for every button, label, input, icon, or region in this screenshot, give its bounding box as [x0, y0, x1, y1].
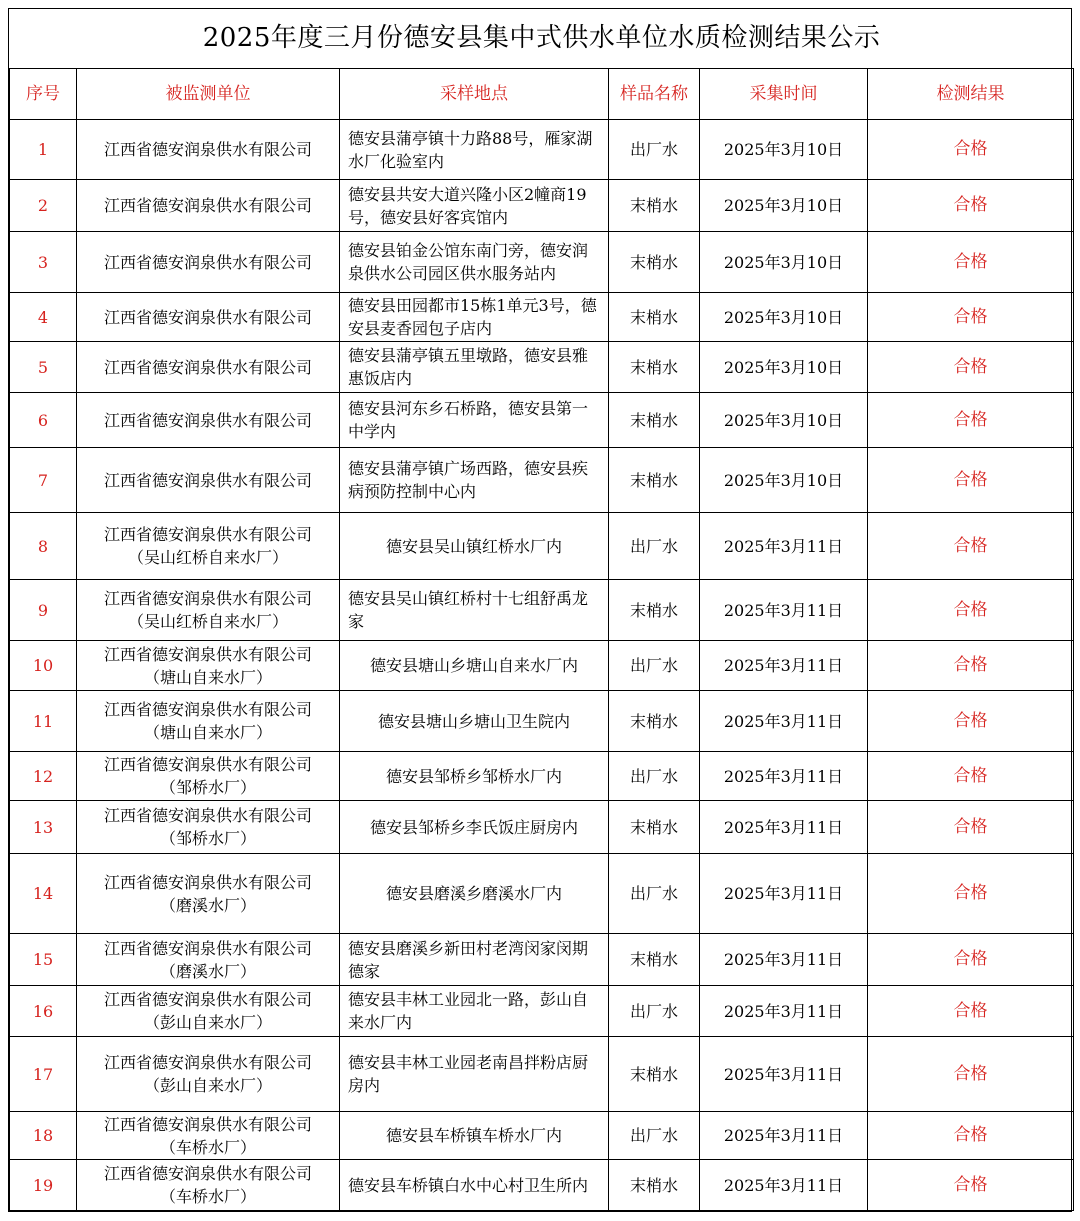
row-number: 14	[10, 854, 77, 934]
row-number: 10	[10, 641, 77, 691]
sampling-site: 德安县蒲亭镇十力路88号，雁家湖水厂化验室内	[340, 120, 609, 180]
unit-subname: （磨溪水厂）	[159, 961, 256, 981]
header-no: 序号	[10, 69, 77, 120]
sample-type: 出厂水	[609, 641, 700, 691]
test-result: 合格	[868, 580, 1074, 641]
sampling-site: 德安县共安大道兴隆小区2幢商19号，德安县好客宾馆内	[340, 180, 609, 232]
sampling-site: 德安县车桥镇白水中心村卫生所内	[340, 1160, 609, 1211]
table-row	[10, 934, 1074, 986]
sampling-site: 德安县蒲亭镇广场西路，德安县疾病预防控制中心内	[340, 448, 609, 513]
unit-name: 江西省德安润泉供水有限公司	[103, 196, 312, 215]
test-result: 合格	[868, 232, 1074, 293]
monitored-unit	[77, 641, 340, 691]
test-result: 合格	[868, 448, 1074, 513]
collection-date: 2025年3月10日	[700, 293, 868, 342]
monitored-unit	[77, 120, 340, 180]
sample-type: 末梢水	[609, 448, 700, 513]
table-row	[10, 641, 1074, 691]
sampling-site: 德安县蒲亭镇五里墩路，德安县雅惠饭店内	[340, 342, 609, 393]
unit-subname: （邹桥水厂）	[159, 778, 256, 797]
unit-subname: （邹桥水厂）	[159, 829, 256, 848]
table-row	[10, 120, 1074, 180]
sample-type: 末梢水	[609, 232, 700, 293]
monitored-unit	[77, 1037, 340, 1112]
sampling-site: 德安县邹桥乡邹桥水厂内	[340, 752, 609, 801]
row-number: 6	[10, 393, 77, 448]
test-result: 合格	[868, 180, 1074, 232]
table-row	[10, 752, 1074, 801]
row-number: 2	[10, 180, 77, 232]
table-row	[10, 801, 1074, 854]
unit-subname: （塘山自来水厂）	[143, 667, 272, 687]
row-number: 8	[10, 513, 77, 580]
unit-name: 江西省德安润泉供水有限公司	[103, 252, 312, 272]
monitored-unit	[77, 513, 340, 580]
header-sample: 样品名称	[609, 69, 700, 120]
collection-date: 2025年3月10日	[700, 232, 868, 293]
row-number: 5	[10, 342, 77, 393]
monitored-unit	[77, 854, 340, 934]
unit-subname: （彭山自来水厂）	[143, 1013, 272, 1032]
results-sheet	[8, 8, 1072, 1212]
collection-date: 2025年3月11日	[700, 1160, 868, 1211]
sample-type: 末梢水	[609, 342, 700, 393]
test-result: 合格	[868, 1112, 1074, 1160]
sampling-site: 德安县铂金公馆东南门旁，德安润泉供水公司园区供水服务站内	[340, 232, 609, 293]
sample-type: 末梢水	[609, 180, 700, 232]
row-number: 9	[10, 580, 77, 641]
test-result: 合格	[868, 120, 1074, 180]
collection-date: 2025年3月11日	[700, 986, 868, 1037]
row-number: 4	[10, 293, 77, 342]
unit-subname: （磨溪水厂）	[159, 895, 256, 915]
sampling-site: 德安县塘山乡塘山自来水厂内	[340, 641, 609, 691]
monitored-unit	[77, 580, 340, 641]
sampling-site: 德安县丰林工业园老南昌拌粉店厨房内	[340, 1037, 609, 1112]
table-body	[10, 120, 1074, 1211]
collection-date: 2025年3月11日	[700, 641, 868, 691]
sample-type: 末梢水	[609, 1037, 700, 1112]
unit-name: 江西省德安润泉供水有限公司	[103, 872, 312, 892]
table-row	[10, 1037, 1074, 1112]
unit-subname: （吴山红桥自来水厂）	[127, 548, 288, 567]
table-row	[10, 986, 1074, 1037]
monitored-unit	[77, 180, 340, 232]
test-result: 合格	[868, 1160, 1074, 1211]
monitored-unit	[77, 986, 340, 1037]
unit-name: 江西省德安润泉供水有限公司	[103, 1053, 312, 1072]
table-row	[10, 513, 1074, 580]
test-result: 合格	[868, 1037, 1074, 1112]
test-result: 合格	[868, 986, 1074, 1037]
row-number: 11	[10, 691, 77, 752]
test-result: 合格	[868, 854, 1074, 934]
test-result: 合格	[868, 342, 1074, 393]
row-number: 3	[10, 232, 77, 293]
table-row	[10, 1112, 1074, 1160]
collection-date: 2025年3月10日	[700, 180, 868, 232]
row-number: 18	[10, 1112, 77, 1160]
sampling-site: 德安县吴山镇红桥村十七组舒禹龙家	[340, 580, 609, 641]
monitored-unit	[77, 1160, 340, 1211]
header-result: 检测结果	[868, 69, 1074, 120]
sample-type: 末梢水	[609, 1160, 700, 1211]
unit-subname: （吴山红桥自来水厂）	[127, 612, 288, 631]
row-number: 19	[10, 1160, 77, 1211]
table-row	[10, 293, 1074, 342]
unit-subname: （彭山自来水厂）	[143, 1076, 272, 1095]
sample-type: 末梢水	[609, 393, 700, 448]
sample-type: 末梢水	[609, 580, 700, 641]
unit-name: 江西省德安润泉供水有限公司	[103, 410, 312, 430]
table-row	[10, 393, 1074, 448]
monitored-unit	[77, 293, 340, 342]
test-result: 合格	[868, 393, 1074, 448]
unit-name: 江西省德安润泉供水有限公司	[103, 307, 312, 327]
row-number: 16	[10, 986, 77, 1037]
table-row	[10, 342, 1074, 393]
collection-date: 2025年3月11日	[700, 752, 868, 801]
unit-name: 江西省德安润泉供水有限公司	[103, 938, 312, 958]
row-number: 15	[10, 934, 77, 986]
sample-type: 出厂水	[609, 854, 700, 934]
collection-date: 2025年3月11日	[700, 691, 868, 752]
sampling-site: 德安县吴山镇红桥水厂内	[340, 513, 609, 580]
monitored-unit	[77, 752, 340, 801]
test-result: 合格	[868, 801, 1074, 854]
sampling-site: 德安县河东乡石桥路，德安县第一中学内	[340, 393, 609, 448]
monitored-unit	[77, 691, 340, 752]
collection-date: 2025年3月11日	[700, 854, 868, 934]
unit-name: 江西省德安润泉供水有限公司	[103, 990, 312, 1009]
collection-date: 2025年3月11日	[700, 1112, 868, 1160]
table-row	[10, 180, 1074, 232]
monitored-unit	[77, 801, 340, 854]
sampling-site: 德安县邹桥乡李氏饭庄厨房内	[340, 801, 609, 854]
unit-subname: （车桥水厂）	[159, 1187, 256, 1206]
header-unit: 被监测单位	[77, 69, 340, 120]
unit-subname: （塘山自来水厂）	[143, 723, 272, 742]
sample-type: 末梢水	[609, 293, 700, 342]
sampling-site: 德安县田园都市15栋1单元3号，德安县麦香园包子店内	[340, 293, 609, 342]
collection-date: 2025年3月10日	[700, 448, 868, 513]
sampling-site: 德安县磨溪乡新田村老湾闵家闵期德家	[340, 934, 609, 986]
unit-name: 江西省德安润泉供水有限公司	[103, 470, 312, 490]
table-row	[10, 580, 1074, 641]
unit-name: 江西省德安润泉供水有限公司	[103, 1114, 312, 1134]
row-number: 13	[10, 801, 77, 854]
unit-name: 江西省德安润泉供水有限公司	[103, 644, 312, 664]
table-row	[10, 854, 1074, 934]
collection-date: 2025年3月11日	[700, 513, 868, 580]
header-site: 采样地点	[340, 69, 609, 120]
collection-date: 2025年3月10日	[700, 342, 868, 393]
test-result: 合格	[868, 691, 1074, 752]
unit-name: 江西省德安润泉供水有限公司	[103, 700, 312, 719]
unit-name: 江西省德安润泉供水有限公司	[103, 140, 312, 159]
monitored-unit	[77, 393, 340, 448]
monitored-unit	[77, 448, 340, 513]
results-table	[9, 9, 1074, 1211]
test-result: 合格	[868, 513, 1074, 580]
unit-name: 江西省德安润泉供水有限公司	[103, 755, 312, 774]
sample-type: 出厂水	[609, 120, 700, 180]
row-number: 17	[10, 1037, 77, 1112]
collection-date: 2025年3月11日	[700, 1037, 868, 1112]
test-result: 合格	[868, 293, 1074, 342]
sampling-site: 德安县磨溪乡磨溪水厂内	[340, 854, 609, 934]
table-row	[10, 232, 1074, 293]
unit-name: 江西省德安润泉供水有限公司	[103, 589, 312, 608]
collection-date: 2025年3月11日	[700, 934, 868, 986]
table-row	[10, 1160, 1074, 1211]
row-number: 1	[10, 120, 77, 180]
sample-type: 末梢水	[609, 691, 700, 752]
unit-name: 江西省德安润泉供水有限公司	[103, 525, 312, 544]
sample-type: 出厂水	[609, 1112, 700, 1160]
page-title: 2025年度三月份德安县集中式供水单位水质检测结果公示	[10, 9, 1074, 69]
table-row	[10, 448, 1074, 513]
unit-name: 江西省德安润泉供水有限公司	[103, 1164, 312, 1183]
sampling-site: 德安县塘山乡塘山卫生院内	[340, 691, 609, 752]
collection-date: 2025年3月11日	[700, 580, 868, 641]
row-number: 12	[10, 752, 77, 801]
sampling-site: 德安县车桥镇车桥水厂内	[340, 1112, 609, 1160]
sample-type: 出厂水	[609, 986, 700, 1037]
collection-date: 2025年3月10日	[700, 393, 868, 448]
table-row	[10, 691, 1074, 752]
header-row	[10, 69, 1074, 120]
header-date: 采集时间	[700, 69, 868, 120]
test-result: 合格	[868, 752, 1074, 801]
monitored-unit	[77, 342, 340, 393]
unit-name: 江西省德安润泉供水有限公司	[103, 357, 312, 377]
test-result: 合格	[868, 934, 1074, 986]
sample-type: 出厂水	[609, 752, 700, 801]
sample-type: 末梢水	[609, 801, 700, 854]
monitored-unit	[77, 1112, 340, 1160]
sample-type: 末梢水	[609, 934, 700, 986]
sample-type: 出厂水	[609, 513, 700, 580]
monitored-unit	[77, 232, 340, 293]
row-number: 7	[10, 448, 77, 513]
monitored-unit	[77, 934, 340, 986]
collection-date: 2025年3月10日	[700, 120, 868, 180]
test-result: 合格	[868, 641, 1074, 691]
collection-date: 2025年3月11日	[700, 801, 868, 854]
unit-subname: （车桥水厂）	[159, 1137, 256, 1157]
sampling-site: 德安县丰林工业园北一路，彭山自来水厂内	[340, 986, 609, 1037]
unit-name: 江西省德安润泉供水有限公司	[103, 806, 312, 825]
